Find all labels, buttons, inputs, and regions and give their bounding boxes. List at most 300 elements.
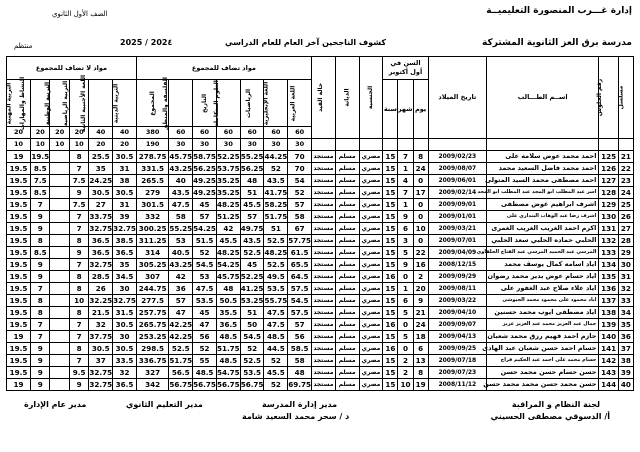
seat-cell: 139 xyxy=(599,319,618,331)
name-cell: حسن حسام حسن محمد حسن xyxy=(487,367,599,379)
results-table xyxy=(6,56,634,391)
math-extra-cell: 10 xyxy=(69,295,88,307)
name-cell: اياد مصطفى ايوب محمد حسنين xyxy=(487,307,599,319)
act3-cell: 19 xyxy=(7,379,31,391)
age-year-cell: 15 xyxy=(383,379,398,391)
age-year-cell: 15 xyxy=(383,235,398,247)
col-seat: رقم الجلوس xyxy=(599,57,618,139)
religion-cell: مسلم xyxy=(335,199,359,211)
history-cell: 51.5 xyxy=(193,235,217,247)
nationality-cell: مصري xyxy=(359,187,383,199)
age-day-cell: 18 xyxy=(413,331,428,343)
max-mark-cell: 380 xyxy=(136,127,169,139)
arabic-cell: 57.75 xyxy=(288,236,311,245)
name-cell: احمد محمد فاضل السعيد محمد xyxy=(487,163,599,175)
age-day-cell: 8 xyxy=(413,367,428,379)
act2-cell: 8 xyxy=(31,307,50,319)
religion-cell: مسلم xyxy=(335,295,359,307)
min-mark-cell: 30 xyxy=(216,139,240,151)
age-year-cell: 15 xyxy=(383,259,398,271)
second-lang-cell: 32.75 xyxy=(89,260,113,269)
results-table-wrap xyxy=(6,56,634,391)
age-day-cell: 20 xyxy=(413,283,428,295)
activity-cell xyxy=(50,367,69,379)
history-cell: 54.25 xyxy=(193,224,216,233)
age-day-cell: 0 xyxy=(413,175,428,187)
serial-cell: 30 xyxy=(618,259,633,271)
nationality-cell: مصري xyxy=(359,175,383,187)
philosophy-cell: 42 xyxy=(169,271,193,283)
act2-cell: 8 xyxy=(31,295,50,307)
age-year-cell: 15 xyxy=(383,211,398,223)
history-cell: 53.5 xyxy=(193,295,217,307)
arabic-cell: 70 xyxy=(288,151,312,163)
history-cell: 57 xyxy=(193,211,217,223)
act3-cell: 19.5 xyxy=(7,175,31,187)
name-cell: المرسي عبد الحميد المرسي عبد الفتاح الحلفاوي xyxy=(487,247,599,259)
name-cell: الحلبي حماده الحلبي سعد الحلبي xyxy=(487,235,599,247)
philosophy-cell: 52.5 xyxy=(169,343,193,355)
case-cell: مستجد xyxy=(312,175,336,187)
nationality-cell: مصري xyxy=(359,163,383,175)
science-cell: 50.5 xyxy=(216,295,240,307)
science-cell: 45.5 xyxy=(216,235,240,247)
blank-cell xyxy=(312,139,336,151)
english-cell: 47.5 xyxy=(264,307,288,319)
nationality-cell: مصري xyxy=(359,307,383,319)
math-extra-cell: 7 xyxy=(69,355,88,367)
col-age: السن في أول أكتوبر xyxy=(383,57,428,80)
arabic-cell: 48 xyxy=(288,367,312,379)
math-extra-cell: 7 xyxy=(69,223,88,235)
serial-cell: 24 xyxy=(618,187,633,199)
act2-cell: 7 xyxy=(31,199,50,211)
act3-cell: 19.5 xyxy=(7,223,31,235)
religion-subj-cell: 30.5 xyxy=(113,187,137,199)
table-row xyxy=(7,187,634,199)
seat-cell: 132 xyxy=(599,235,618,247)
birth-cell: 2009/08/11 xyxy=(428,283,486,295)
math-extra-cell: 7.5 xyxy=(69,199,88,211)
col-philosophy: الفلسفة والمنطق xyxy=(169,80,193,127)
history-cell: 55 xyxy=(193,355,217,367)
age-year-cell: 15 xyxy=(383,223,398,235)
name-cell: حازم احمد فهيم رزق محمد شعبان xyxy=(487,331,599,343)
max-mark-cell: 40 xyxy=(89,127,113,139)
case-cell: مستجد xyxy=(312,223,336,235)
seat-cell: 137 xyxy=(599,295,618,307)
age-day-cell: 21 xyxy=(413,307,428,319)
second-lang-cell: 26 xyxy=(89,283,113,295)
total-cell: 257.75 xyxy=(136,307,169,319)
philosophy-cell: 47 xyxy=(169,307,193,319)
philosophy-cell: 43.25 xyxy=(169,164,193,173)
table-row xyxy=(7,247,634,259)
arabic-cell: 58 xyxy=(288,211,312,223)
age-month-cell: 6 xyxy=(398,295,413,307)
birth-cell: 2009/04/13 xyxy=(428,331,486,343)
math-cell: 52.25 xyxy=(240,272,264,281)
philosophy-cell: 42.25 xyxy=(169,332,193,341)
col-english: اللغة الإنجليزية xyxy=(264,80,288,127)
serial-cell: 21 xyxy=(618,151,633,163)
serial-cell: 31 xyxy=(618,271,633,283)
total-cell: 311.25 xyxy=(136,235,169,247)
serial-cell: 28 xyxy=(618,235,633,247)
arabic-cell: 64.5 xyxy=(288,271,312,283)
history-cell: 56.25 xyxy=(193,164,216,173)
serial-cell: 29 xyxy=(618,247,633,259)
english-cell: 52.5 xyxy=(264,235,288,247)
nationality-cell: مصري xyxy=(359,259,383,271)
case-cell: مستجد xyxy=(312,307,336,319)
name-cell: اياد علاء صلاح عبد الغفور على xyxy=(487,283,599,295)
arabic-cell: 69.75 xyxy=(288,380,311,389)
min-mark-cell: 30 xyxy=(169,139,193,151)
history-cell: 45 xyxy=(193,307,217,319)
activity-cell xyxy=(50,319,69,331)
birth-cell: 2008/11/12 xyxy=(428,379,486,391)
seat-cell: 130 xyxy=(599,211,618,223)
min-mark-cell: 20 xyxy=(89,139,113,151)
age-month-cell: 1 xyxy=(398,199,413,211)
religion-subj-cell: 32.75 xyxy=(113,224,136,233)
birth-cell: 2009/01/01 xyxy=(428,211,486,223)
footer-school-manager: مدير إدارة المدرسة xyxy=(262,400,338,409)
seat-cell: 131 xyxy=(599,223,618,235)
case-cell: مستجد xyxy=(312,187,336,199)
history-cell: 58.75 xyxy=(193,152,216,161)
science-cell: 42 xyxy=(216,223,240,235)
min-mark-cell: 10 xyxy=(7,139,31,151)
birth-cell: 2009/09/07 xyxy=(428,319,486,331)
table-row xyxy=(7,319,634,331)
age-month-cell: 3 xyxy=(398,235,413,247)
history-cell: 54.5 xyxy=(193,259,217,271)
act2-cell: 19.5 xyxy=(31,152,50,161)
total-cell: 336.75 xyxy=(136,355,169,367)
second-lang-cell: 35 xyxy=(89,163,113,175)
case-cell: مستجد xyxy=(312,199,336,211)
math-cell: 41.25 xyxy=(240,284,264,293)
act3-cell: 19.5 xyxy=(7,187,31,199)
math-cell: 55.25 xyxy=(240,152,264,161)
serial-cell: 27 xyxy=(618,223,633,235)
arabic-cell: 56 xyxy=(288,331,312,343)
serial-cell: 34 xyxy=(618,307,633,319)
math-extra-cell: 7.5 xyxy=(69,175,88,187)
arabic-cell: 57 xyxy=(288,319,312,331)
english-cell: 43.5 xyxy=(264,175,288,187)
total-cell: 298.5 xyxy=(136,343,169,355)
math-cell: 56.75 xyxy=(240,380,264,389)
age-month-cell: 5 xyxy=(398,307,413,319)
table-row xyxy=(7,259,634,271)
table-row xyxy=(7,379,634,391)
act3-cell: 19.5 xyxy=(7,199,31,211)
min-mark-cell: 30 xyxy=(240,139,264,151)
english-cell: 51.75 xyxy=(264,212,288,221)
seat-cell: 125 xyxy=(599,151,618,163)
act2-cell: 9 xyxy=(31,343,50,355)
table-row xyxy=(7,199,634,211)
min-mark-cell: 20 xyxy=(113,139,137,151)
religion-subj-cell: 35 xyxy=(113,259,137,271)
nationality-cell: مصري xyxy=(359,223,383,235)
act3-cell: 19.5 xyxy=(7,259,31,271)
max-mark-cell: 20 xyxy=(50,127,69,139)
math-cell: 43.5 xyxy=(240,235,264,247)
nationality-cell: مصري xyxy=(359,247,383,259)
age-month-cell: 0 xyxy=(398,319,413,331)
act3-cell: 19.5 xyxy=(7,163,31,175)
philosophy-cell: 42.25 xyxy=(169,320,193,329)
birth-cell: 2009/08/07 xyxy=(428,163,486,175)
serial-cell: 38 xyxy=(618,355,633,367)
age-month-cell: 1 xyxy=(398,283,413,295)
act2-cell: 9 xyxy=(31,223,50,235)
act2-cell: 7 xyxy=(31,319,50,331)
second-lang-cell: 32.75 xyxy=(89,380,113,389)
activity-cell xyxy=(50,175,69,187)
philosophy-cell: 56.5 xyxy=(169,367,193,379)
arabic-cell: 54 xyxy=(288,175,312,187)
age-day-cell: 9 xyxy=(413,295,428,307)
col-math: الرياضيات xyxy=(240,80,264,127)
max-mark-cell: 40 xyxy=(113,127,137,139)
age-month-cell: 4 xyxy=(398,175,413,187)
act3-cell: 19.5 xyxy=(7,295,31,307)
nationality-cell: مصري xyxy=(359,319,383,331)
philosophy-cell: 58 xyxy=(169,211,193,223)
second-lang-cell: 21.5 xyxy=(89,307,113,319)
max-mark-cell: 20 xyxy=(69,127,88,139)
total-cell: 300.25 xyxy=(136,223,169,235)
religion-subj-cell: 31 xyxy=(113,163,137,175)
col-arabic: اللغة العربية xyxy=(288,80,312,127)
serial-cell: 33 xyxy=(618,295,633,307)
max-mark-cell: 60 xyxy=(169,127,193,139)
col-day: يوم xyxy=(413,80,428,139)
arabic-cell: 57 xyxy=(288,199,312,211)
birth-cell: 2009/04/10 xyxy=(428,307,486,319)
science-cell: 35.25 xyxy=(216,176,240,185)
religion-cell: مسلم xyxy=(335,271,359,283)
act2-cell: 9 xyxy=(31,379,50,391)
math-extra-cell: 7 xyxy=(69,331,88,343)
age-year-cell: 15 xyxy=(383,247,398,259)
activity-cell xyxy=(50,355,69,367)
religion-subj-cell: 31.5 xyxy=(113,307,137,319)
act3-cell: 19.5 xyxy=(7,247,31,259)
blank-cell xyxy=(618,139,633,151)
math-extra-cell: 7 xyxy=(69,211,88,223)
age-day-cell: 0 xyxy=(413,235,428,247)
science-cell: 35.25 xyxy=(216,188,240,197)
philosophy-cell: 43.5 xyxy=(169,187,193,199)
serial-cell: 32 xyxy=(618,283,633,295)
nationality-cell: مصري xyxy=(359,331,383,343)
history-cell: 52 xyxy=(193,247,217,259)
math-cell: 52.5 xyxy=(240,247,264,259)
blank-cell xyxy=(413,139,428,151)
nationality-cell: مصري xyxy=(359,379,383,391)
activity-cell xyxy=(50,295,69,307)
nationality-cell: مصري xyxy=(359,343,383,355)
age-day-cell: 22 xyxy=(413,247,428,259)
religion-cell: مسلم xyxy=(335,223,359,235)
nationality-cell: مصري xyxy=(359,355,383,367)
case-cell: مستجد xyxy=(312,283,336,295)
science-cell: 51.25 xyxy=(216,212,240,221)
age-year-cell: 15 xyxy=(383,367,398,379)
name-cell: اشرف رضا عبد الوهاب البنداري على xyxy=(487,211,599,223)
science-cell: 48.25 xyxy=(216,248,240,257)
philosophy-cell: 55.25 xyxy=(169,224,193,233)
history-cell: 48.5 xyxy=(193,367,217,379)
history-cell: 49.25 xyxy=(193,188,216,197)
table-row xyxy=(7,223,634,235)
math-cell: 52 xyxy=(240,343,264,355)
serial-cell: 39 xyxy=(618,367,633,379)
math-cell: 57 xyxy=(240,211,264,223)
col-act3: التربية المهنية xyxy=(7,80,31,127)
report-title: كشوف الناجحين آخر العام للعام الدراسي xyxy=(225,38,386,47)
activity-cell xyxy=(50,211,69,223)
arabic-cell: 58 xyxy=(288,355,312,367)
min-marks-row xyxy=(7,139,634,151)
seat-cell: 126 xyxy=(599,163,618,175)
arabic-cell: 61.5 xyxy=(288,247,312,259)
religion-cell: مسلم xyxy=(335,163,359,175)
religion-cell: مسلم xyxy=(335,355,359,367)
age-year-cell: 15 xyxy=(383,163,398,175)
table-row xyxy=(7,175,634,187)
nationality-cell: مصري xyxy=(359,271,383,283)
footer-school-manager-name: د / سحر محمد السعيد شامة xyxy=(242,412,350,421)
serial-cell: 26 xyxy=(618,211,633,223)
math-extra-cell: 8 xyxy=(69,235,88,247)
total-cell: 327 xyxy=(136,367,169,379)
act3-cell: 19.5 xyxy=(7,319,31,331)
religion-subj-cell: 30.5 xyxy=(113,343,137,355)
status-label: منتظم xyxy=(14,42,33,50)
philosophy-cell: 45.75 xyxy=(169,152,193,161)
serial-cell: 22 xyxy=(618,163,633,175)
philosophy-cell: 43.25 xyxy=(169,260,193,269)
min-mark-cell: 10 xyxy=(69,139,88,151)
english-cell: 47.5 xyxy=(264,319,288,331)
nationality-cell: مصري xyxy=(359,283,383,295)
col-not-added-group: مواد لا تضاف للمجموع xyxy=(7,57,137,80)
arabic-cell: 52 xyxy=(288,187,312,199)
seat-cell: 140 xyxy=(599,331,618,343)
second-lang-cell: 37 xyxy=(89,355,113,367)
col-birth: تاريخ الميلاد xyxy=(428,57,486,139)
religion-subj-cell: 32 xyxy=(113,367,137,379)
history-cell: 56.75 xyxy=(193,380,216,389)
age-day-cell: 10 xyxy=(413,223,428,235)
math-cell: 54.5 xyxy=(240,331,264,343)
history-cell: 47.5 xyxy=(193,283,217,295)
english-cell: 52 xyxy=(264,355,288,367)
act2-cell: 7 xyxy=(31,331,50,343)
religion-cell: مسلم xyxy=(335,247,359,259)
birth-cell: 2009/07/23 xyxy=(428,367,486,379)
case-cell: مستجد xyxy=(312,331,336,343)
col-science: العلوم المتكاملة xyxy=(216,80,240,127)
activity-cell xyxy=(50,259,69,271)
admin-title: إدارة غـــرب المنصورة التعليميــة xyxy=(486,6,632,16)
philosophy-cell: 40.5 xyxy=(169,247,193,259)
max-mark-cell: 20 xyxy=(31,127,50,139)
case-cell: مستجد xyxy=(312,355,336,367)
age-month-cell: 7 xyxy=(398,187,413,199)
seat-cell: 136 xyxy=(599,283,618,295)
math-extra-cell: 8 xyxy=(69,271,88,283)
arabic-cell: 57.5 xyxy=(288,283,312,295)
second-lang-cell: 32.25 xyxy=(89,296,113,305)
religion-cell: مسلم xyxy=(335,259,359,271)
table-row xyxy=(7,307,634,319)
age-year-cell: 15 xyxy=(383,307,398,319)
math-cell: 45.5 xyxy=(240,199,264,211)
arabic-cell: 57.5 xyxy=(288,307,312,319)
age-month-cell: 7 xyxy=(398,151,413,163)
act3-cell: 19.5 xyxy=(7,355,31,367)
activity-cell xyxy=(50,343,69,355)
age-month-cell: 9 xyxy=(398,211,413,223)
col-serial: مسلسل xyxy=(618,57,633,139)
table-row xyxy=(7,235,634,247)
total-cell: 265.5 xyxy=(136,175,169,187)
age-year-cell: 15 xyxy=(383,295,398,307)
math-cell: 51 xyxy=(240,187,264,199)
english-cell: 48.25 xyxy=(264,248,288,257)
act2-cell: 8.5 xyxy=(31,247,50,259)
english-cell: 52 xyxy=(264,379,288,391)
nationality-cell: مصري xyxy=(359,295,383,307)
science-cell: 52.25 xyxy=(216,152,240,161)
total-cell: 244.75 xyxy=(136,283,169,295)
seat-cell: 127 xyxy=(599,175,618,187)
col-name: اســم الطـــالب xyxy=(487,57,599,139)
english-cell: 49.5 xyxy=(264,271,288,283)
religion-cell: مسلم xyxy=(335,235,359,247)
religion-cell: مسلم xyxy=(335,283,359,295)
age-month-cell: 0 xyxy=(398,271,413,283)
seat-cell: 134 xyxy=(599,259,618,271)
name-cell: حسن محمد حسن محمد محمد حسن xyxy=(487,379,599,391)
second-lang-cell: 33.75 xyxy=(89,212,113,221)
case-cell: مستجد xyxy=(312,367,336,379)
act3-cell: 19.5 xyxy=(7,211,31,223)
case-cell: مستجد xyxy=(312,295,336,307)
religion-subj-cell: 30 xyxy=(113,283,137,295)
col-total: المجموع xyxy=(136,80,169,127)
table-row xyxy=(7,151,634,163)
serial-cell: 36 xyxy=(618,331,633,343)
activity-cell xyxy=(50,235,69,247)
english-cell: 52.5 xyxy=(264,259,288,271)
age-day-cell: 17 xyxy=(413,187,428,199)
grade-label: الصف الأول الثانوي xyxy=(52,10,108,18)
english-cell: 51 xyxy=(264,223,288,235)
act2-cell: 7 xyxy=(31,283,50,295)
religion-cell: مسلم xyxy=(335,367,359,379)
second-lang-cell: 32.75 xyxy=(89,368,113,377)
max-mark-cell: 60 xyxy=(216,127,240,139)
